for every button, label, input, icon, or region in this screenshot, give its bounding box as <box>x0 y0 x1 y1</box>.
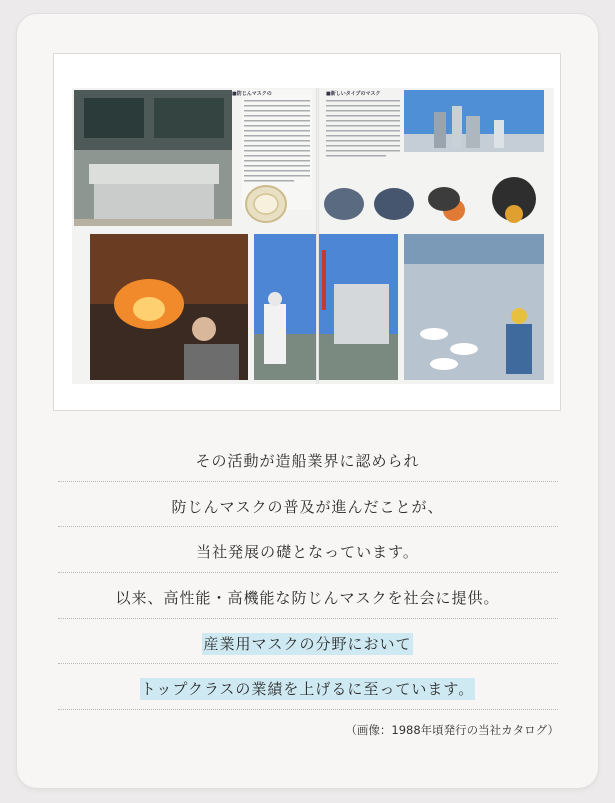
text-line-5 <box>0 633 615 654</box>
catalog-fold <box>316 88 319 384</box>
filter-roll-photo <box>246 186 286 222</box>
catalog-photo <box>53 53 561 411</box>
control-room-photo <box>74 90 232 226</box>
text-line-1: その活動が造船業界に認められ <box>195 452 420 470</box>
highlighted-text: トップクラスの業績を上げるに至っています。 <box>140 680 475 698</box>
divider <box>58 709 558 710</box>
image-source-note: （画像：1988年頃発行の当社カタログ） <box>345 723 559 737</box>
steelworks-worker-photo <box>90 234 248 380</box>
divider <box>58 663 558 664</box>
refinery-worker-photo <box>404 234 544 380</box>
divider <box>58 526 558 527</box>
divider <box>58 572 558 573</box>
text-line-3: 当社発展の礎となっています。 <box>196 543 419 561</box>
catalog-caption-right: ■新しいタイプのマスク <box>326 91 381 97</box>
divider <box>58 481 558 482</box>
power-plant-photo <box>254 234 398 380</box>
city-skyline-photo <box>404 90 544 152</box>
highlighted-text: 産業用マスクの分野において <box>203 635 412 653</box>
catalog-spread-image <box>54 54 560 410</box>
text-line-2: 防じんマスクの普及が進んだことが、 <box>171 498 444 516</box>
text-line-4: 以来、高性能・高機能な防じんマスクを社会に提供。 <box>115 589 500 607</box>
catalog-caption-left: ■防じんマスクの <box>232 91 272 97</box>
divider <box>58 618 558 619</box>
text-line-6 <box>0 678 615 699</box>
